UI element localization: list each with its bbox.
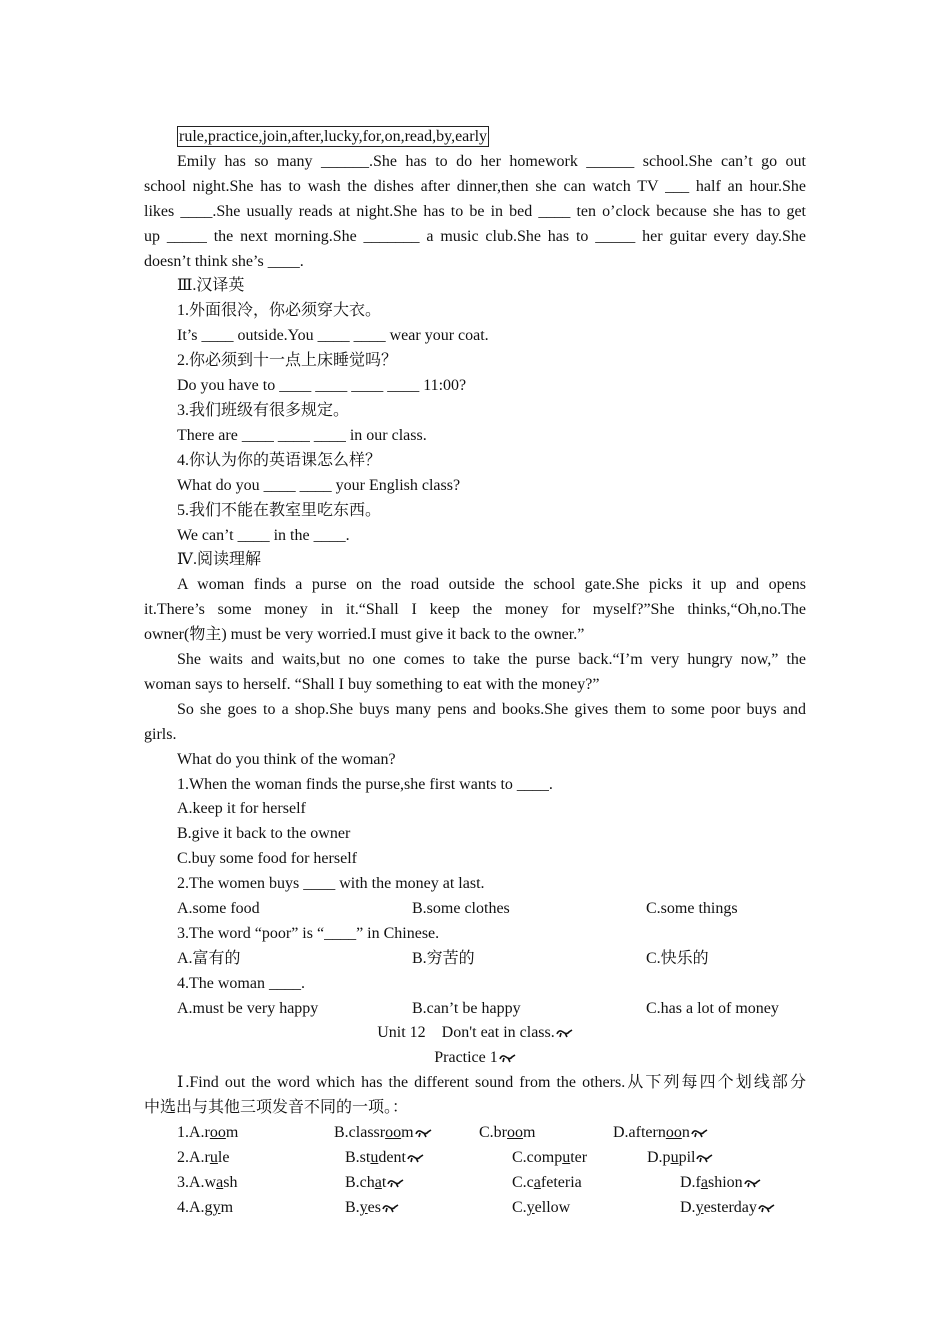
phonics-prefix: B.classr (334, 1124, 386, 1141)
swirl-marker-icon (415, 1128, 432, 1138)
phonics-prefix: B.st (345, 1149, 371, 1166)
phonics-option (177, 1170, 237, 1195)
phonics-prefix: C.c (512, 1174, 534, 1191)
section-1-instruction-line-1: Ⅰ.Find out the word which has the different sound from the others.从下列每四个划线部分 (177, 1074, 806, 1091)
phonics-suffix: pil (678, 1149, 696, 1166)
reading-p2-line-2: woman says to herself. “Shall I buy something to eat with the money?” (144, 676, 600, 693)
translate-item-4-cn: 4.你认为你的英语课怎么样？ (177, 452, 382, 469)
question-4-stem: 4.The woman ____. (177, 975, 305, 992)
question-4-option-a: A.must be very happy (177, 1000, 319, 1017)
reading-p1-line-1: A woman finds a purse on the road outside the school gate.She picks it up and opens (177, 576, 806, 593)
phonics-suffix: m (523, 1124, 536, 1141)
question-1-option-c: C.buy some food for herself (177, 850, 357, 867)
phonics-underlined-letters: oo (385, 1124, 402, 1141)
phonics-prefix: D. (680, 1199, 696, 1216)
section-3-heading: Ⅲ.汉译英 (177, 277, 245, 294)
phonics-option (647, 1145, 713, 1170)
phonics-option (512, 1170, 582, 1195)
phonics-underlined-letters: a (533, 1174, 541, 1191)
phonics-prefix: 1.A.r (177, 1124, 210, 1141)
word-box-line (177, 124, 806, 149)
phonics-suffix: es (367, 1199, 381, 1216)
phonics-option (680, 1170, 761, 1195)
phonics-row-1 (177, 1120, 806, 1145)
question-2-stem: 2.The women buys ____ with the money at last. (177, 875, 485, 892)
phonics-option (345, 1170, 404, 1195)
swirl-marker-icon (556, 1028, 573, 1038)
phonics-option (613, 1120, 708, 1145)
swirl-marker-icon (382, 1203, 399, 1213)
passage-line-2: school night.She has to wash the dishes after dinner,then she can watch TV ___ half an hour.She (144, 178, 806, 195)
phonics-suffix: shion (708, 1174, 743, 1191)
question-4-option-b: B.can’t be happy (412, 1000, 521, 1017)
phonics-prefix: C.comp (512, 1149, 563, 1166)
phonics-underlined-letters: oo (209, 1124, 226, 1141)
reading-p2-line-1: She waits and waits,but no one comes to take the purse back.“I’m very hungry now,” the (177, 651, 806, 668)
phonics-suffix: m (225, 1124, 239, 1141)
translate-item-1-cn: 1.外面很冷，你必须穿大衣。 (177, 302, 382, 319)
phonics-underlined-letters: a (374, 1174, 382, 1191)
question-4-option-c: C.has a lot of money (646, 1000, 779, 1017)
swirl-marker-icon (691, 1128, 708, 1138)
swirl-marker-icon (758, 1203, 775, 1213)
phonics-row-2 (177, 1145, 806, 1170)
phonics-option (512, 1145, 587, 1170)
translate-item-4-en: What do you ____ ____ your English class? (177, 477, 461, 494)
phonics-prefix: C. (512, 1199, 527, 1216)
question-2-option-b: B.some clothes (412, 900, 510, 917)
phonics-suffix: sh (223, 1174, 238, 1191)
phonics-prefix: D.p (647, 1149, 671, 1166)
question-1-option-a: A.keep it for herself (177, 800, 306, 817)
phonics-prefix: D.aftern (613, 1124, 666, 1141)
phonics-option (479, 1120, 535, 1145)
phonics-suffix: t (381, 1174, 387, 1191)
phonics-underlined-letters: a (700, 1174, 708, 1191)
phonics-underlined-letters: y (695, 1199, 704, 1216)
phonics-underlined-letters: oo (507, 1124, 523, 1141)
phonics-suffix: ter (570, 1149, 588, 1166)
phonics-option (345, 1195, 399, 1220)
translate-item-3-cn: 3.我们班级有很多规定。 (177, 402, 350, 419)
question-2-option-c: C.some things (646, 900, 738, 917)
phonics-underlined-letters: u (370, 1149, 379, 1166)
phonics-option (345, 1145, 424, 1170)
phonics-underlined-letters: y (526, 1199, 535, 1216)
question-2-option-a: A.some food (177, 900, 260, 917)
question-3-option-a: A.富有的 (177, 950, 241, 967)
section-4-heading: Ⅳ.阅读理解 (177, 551, 261, 568)
question-2-options (177, 896, 806, 921)
phonics-prefix: 3.A.w (177, 1174, 217, 1191)
question-3-options (177, 946, 806, 971)
reading-p3-line-1: So she goes to a shop.She buys many pens and books.She gives them to some poor buys and (177, 701, 806, 718)
section-1-instruction-line-2: 中选出与其他三项发音不同的一项。： (144, 1099, 409, 1116)
unit-title-line (0, 1020, 950, 1045)
phonics-underlined-letters: u (562, 1149, 571, 1166)
phonics-option (177, 1195, 233, 1220)
phonics-underlined-letters: oo (665, 1124, 682, 1141)
reading-p3-line-2: girls. (144, 726, 177, 743)
phonics-suffix: le (217, 1149, 230, 1166)
phonics-prefix: 2.A.r (177, 1149, 210, 1166)
question-3-stem: 3.The word “poor” is “____” in Chinese. (177, 925, 440, 942)
reading-p1-line-3: owner(物主) must be very worried.I must give it back to the owner.” (144, 626, 585, 643)
passage-line-5: doesn’t think she’s ____. (144, 253, 304, 270)
phonics-prefix: B. (345, 1199, 360, 1216)
translate-item-2-en: Do you have to ____ ____ ____ ____ 11:00? (177, 377, 467, 394)
swirl-marker-icon (387, 1178, 404, 1188)
practice-title: Practice 1 (434, 1049, 498, 1066)
swirl-marker-icon (407, 1153, 424, 1163)
phonics-underlined-letters: y (212, 1199, 221, 1216)
swirl-marker-icon (744, 1178, 761, 1188)
passage-line-1: Emily has so many ______.She has to do her homework ______ school.She can’t go out (177, 153, 806, 170)
phonics-suffix: esterday (703, 1199, 757, 1216)
phonics-underlined-letters: a (216, 1174, 224, 1191)
phonics-suffix: ellow (534, 1199, 571, 1216)
reading-p1-line-2: it.There’s some money in it.“Shall I keep the money for myself?”She thinks,“Oh,no.The (144, 601, 806, 618)
practice-title-line (0, 1045, 950, 1070)
phonics-underlined-letters: u (670, 1149, 679, 1166)
phonics-suffix: m (220, 1199, 234, 1216)
phonics-option (512, 1195, 570, 1220)
question-1-option-b: B.give it back to the owner (177, 825, 351, 842)
phonics-suffix: m (401, 1124, 414, 1141)
phonics-prefix: 4.A.g (177, 1199, 213, 1216)
unit-title: Unit 12 Don't eat in class. (377, 1024, 555, 1041)
phonics-suffix: n (681, 1124, 690, 1141)
swirl-marker-icon (499, 1053, 516, 1063)
phonics-prefix: B.ch (345, 1174, 375, 1191)
translate-item-5-cn: 5.我们不能在教室里吃东西。 (177, 502, 382, 519)
phonics-prefix: C.br (479, 1124, 507, 1141)
phonics-option (334, 1120, 432, 1145)
swirl-marker-icon (696, 1153, 713, 1163)
translate-item-1-en: It’s ____ outside.You ____ ____ wear your coat. (177, 327, 489, 344)
translate-item-5-en: We can’t ____ in the ____. (177, 527, 350, 544)
question-3-option-b: B.穷苦的 (412, 950, 475, 967)
phonics-option (177, 1120, 238, 1145)
question-1-stem: 1.When the woman finds the purse,she first wants to ____. (177, 776, 553, 793)
phonics-underlined-letters: y (359, 1199, 368, 1216)
phonics-suffix: dent (378, 1149, 406, 1166)
phonics-underlined-letters: u (209, 1149, 218, 1166)
word-box: rule,practice,join,after,lucky,for,on,read,by,early (179, 128, 488, 145)
phonics-option (177, 1145, 229, 1170)
passage-line-4: up _____ the next morning.She _______ a music club.She has to _____ her guitar every day.She (144, 228, 806, 245)
question-4-options (177, 996, 806, 1021)
translate-item-2-cn: 2.你必须到十一点上床睡觉吗？ (177, 352, 398, 369)
phonics-prefix: D.f (680, 1174, 701, 1191)
phonics-suffix: feteria (540, 1174, 582, 1191)
question-3-option-c: C.快乐的 (646, 950, 709, 967)
phonics-row-3 (177, 1170, 806, 1195)
question-intro: What do you think of the woman? (177, 751, 396, 768)
phonics-option (680, 1195, 775, 1220)
phonics-row-4 (177, 1195, 806, 1220)
translate-item-3-en: There are ____ ____ ____ in our class. (177, 427, 427, 444)
passage-line-3: likes ____.She usually reads at night.She has to be in bed ____ ten o’clock because she has to get (144, 203, 806, 220)
